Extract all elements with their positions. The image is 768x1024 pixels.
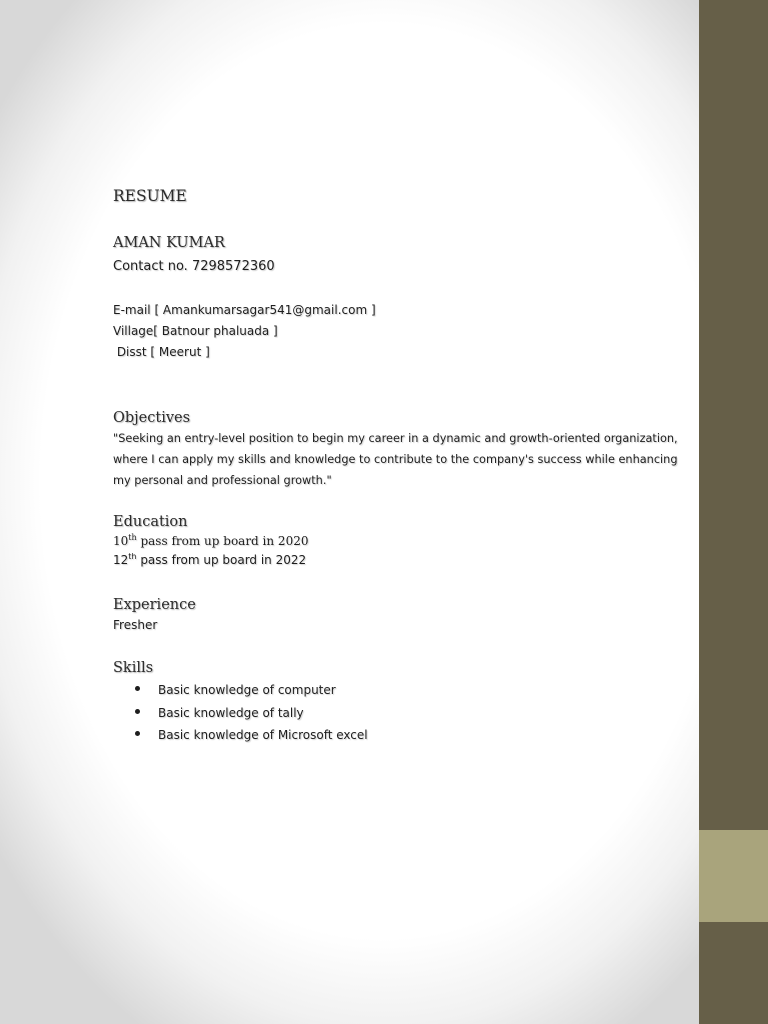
education-item-12th	[113, 553, 306, 567]
education-detail: pass from up board in 2020	[136, 534, 309, 548]
education-heading: Education	[113, 514, 188, 530]
village-line: Village[ Batnour phaluada ]	[113, 324, 278, 338]
candidate-name: AMAN KUMAR	[113, 235, 225, 251]
skill-item	[113, 725, 368, 748]
bullet-icon	[135, 731, 140, 736]
objectives-text: "Seeking an entry-level position to begin my career in a dynamic and growth-oriented organization, where I can apply my skills and knowledge to contribute to the company's success while enhancing my personal and professional growth."	[113, 432, 678, 487]
contact-number: Contact no. 7298572360	[113, 259, 275, 274]
skill-label: Basic knowledge of computer	[158, 683, 336, 697]
education-grade: 10	[113, 534, 129, 548]
education-grade-suffix: th	[128, 533, 137, 542]
bullet-icon	[135, 709, 140, 714]
objectives-heading: Objectives	[113, 410, 191, 426]
education-grade-suffix: th	[128, 552, 137, 561]
resume-document	[113, 0, 693, 1024]
skill-item	[113, 703, 368, 726]
experience-heading: Experience	[113, 597, 196, 613]
skill-label: Basic knowledge of tally	[158, 705, 304, 720]
resume-title: RESUME	[113, 187, 187, 205]
skills-heading: Skills	[113, 660, 154, 676]
district-line: Disst [ Meerut ]	[113, 345, 210, 359]
education-item-10th	[113, 534, 308, 548]
experience-text: Fresher	[113, 618, 158, 632]
education-grade: 12	[113, 553, 129, 567]
skill-label: Basic knowledge of Microsoft excel	[158, 728, 368, 742]
bullet-icon	[135, 686, 140, 691]
education-detail: pass from up board in 2022	[136, 553, 307, 567]
skills-list	[113, 680, 368, 748]
skill-item	[113, 680, 368, 703]
email-line: E-mail [ Amankumarsagar541@gmail.com ]	[113, 303, 376, 317]
side-decoration-accent	[699, 830, 768, 922]
